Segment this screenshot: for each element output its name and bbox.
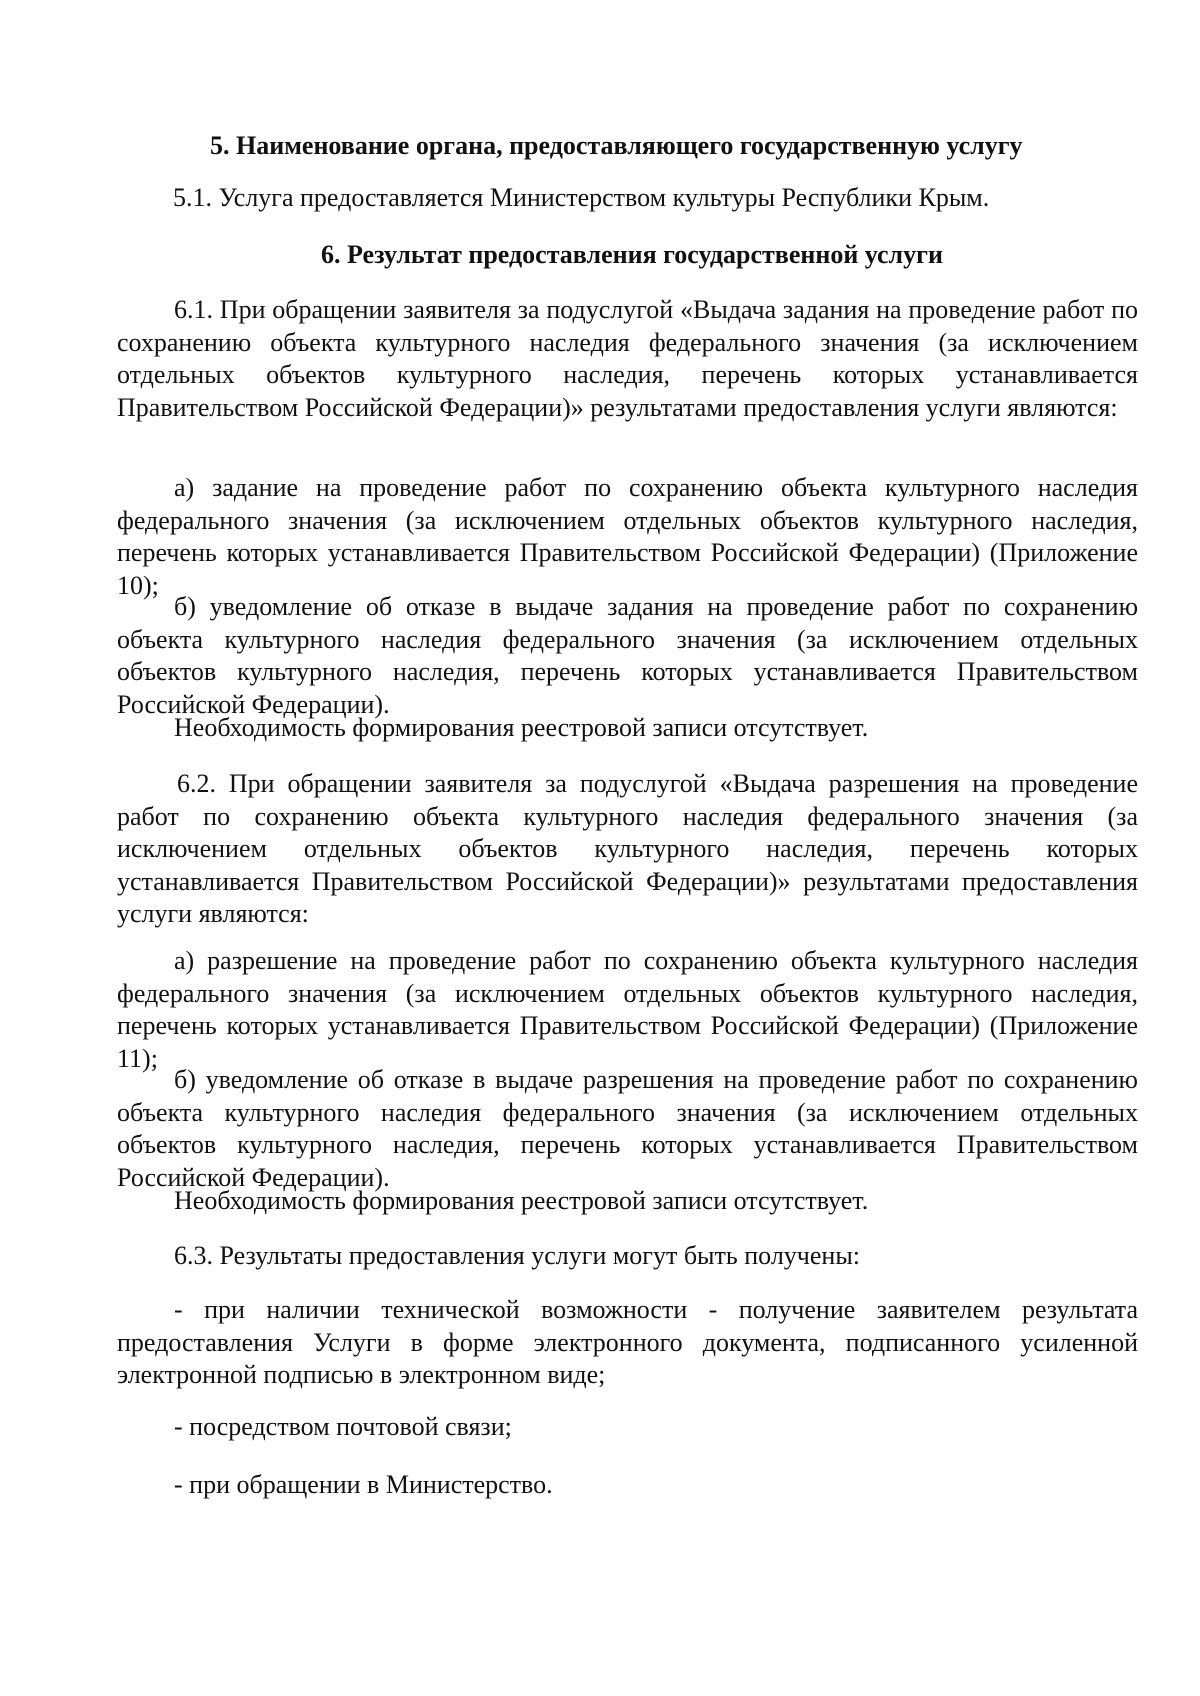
paragraph-5-1: 5.1. Услуга предоставляется Министерством культуры Республики Крым. (173, 183, 990, 212)
paragraph-6-1-note: Необходимость формирования реестровой записи отсутствует. (174, 713, 869, 742)
section-6-heading: 6. Результат предоставления государственной услуги (321, 240, 943, 269)
paragraph-6-3-item-post: - посредством почтовой связи; (174, 1412, 512, 1441)
paragraph-6-3: 6.3. Результаты предоставления услуги могут быть получены: (174, 1241, 861, 1270)
paragraph-6-3-item-ministry: - при обращении в Министерство. (174, 1470, 553, 1499)
paragraph-6-3-item-electronic: - при наличии технической возможности - получение заявителем результата предоставления Услуги в форме электронного документа, подписанного усиленной электронной подписью в электронном виде; (117, 1295, 1138, 1390)
paragraph-6-1-b: б) уведомление об отказе в выдаче задания на проведение работ по сохранению объекта культурного наследия федерального значения (за исключением отдельных объектов культурного наследия, перечень которых устанавливается Правительством Российской Федерации). (117, 592, 1138, 719)
paragraph-6-2-a: а) разрешение на проведение работ по сохранению объекта культурного наследия федерального значения (за исключением отдельных объектов культурного наследия, перечень которых устанавливается Правительством Российской Федерации) (Приложение 11); (117, 946, 1138, 1073)
section-5-heading: 5. Наименование органа, предоставляющего государственную услугу (210, 131, 1023, 160)
paragraph-6-2-note: Необходимость формирования реестровой записи отсутствует. (174, 1186, 869, 1215)
paragraph-6-1: 6.1. При обращении заявителя за подуслугой «Выдача задания на проведение работ по сохранению объекта культурного наследия федерального значения (за исключением отдельных объектов культурного наследия, перечень которых устанавливается Правительством Российской Федерации)» результатами предоставления услуги являются: (117, 295, 1138, 422)
paragraph-6-2-b: б) уведомление об отказе в выдаче разрешения на проведение работ по сохранению объекта культурного наследия федерального значения (за исключением отдельных объектов культурного наследия, перечень которых устанавливается Правительством Российской Федерации). (117, 1065, 1138, 1192)
paragraph-6-2: 6.2. При обращении заявителя за подуслугой «Выдача разрешения на проведение работ по сохранению объекта культурного наследия федерального значения (за исключением отдельных объектов культурного наследия, перечень которых устанавливается Правительством Российской Федерации)» результатами предоставления услуги являются: (117, 769, 1138, 929)
paragraph-6-1-a: а) задание на проведение работ по сохранению объекта культурного наследия федерального значения (за исключением отдельных объектов культурного наследия, перечень которых устанавливается Правительством Российской Федерации) (Приложение 10); (117, 473, 1138, 600)
